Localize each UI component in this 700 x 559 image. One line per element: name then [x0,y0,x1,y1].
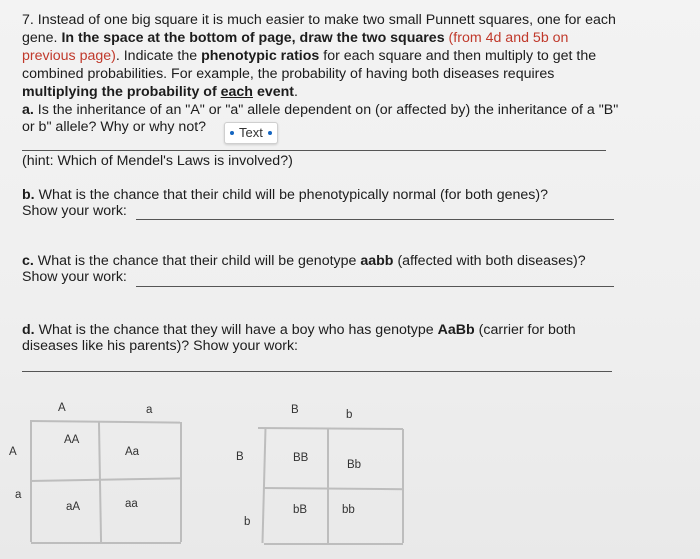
col-header-a: a [146,404,153,416]
grid-bottom-line [31,542,181,544]
row-header-b: b [244,516,251,528]
answer-line-a[interactable] [22,150,606,151]
grid-center-line [98,421,102,542]
right-handle-icon[interactable] [268,131,272,135]
col-header-B: B [291,404,299,416]
question-d-line1: d. What is the chance that they will have a boy who has genotype AaBb (carrier for both [22,322,576,338]
question-b-line2: Show your work: [22,203,127,219]
q7-line2: gene. In the space at the bottom of page, draw the two squares (from 4d and 5b on [22,30,569,46]
cell-BB: BB [293,452,309,464]
q7-line3: previous page). Indicate the phenotypic ratios for each square and then multiply to get the [22,48,597,64]
q7-number: 7. [22,12,34,28]
question-d-line2: diseases like his parents)? Show your work: [22,338,298,354]
grid-bottom-line [264,543,403,545]
left-handle-icon[interactable] [230,131,234,135]
grid-right-line [402,429,404,543]
row-header-a: a [15,489,22,501]
row-header-B: B [236,451,244,463]
question-c-line1: c. What is the chance that their child will be genotype aabb (affected with both diseases)? [22,253,586,269]
q7-line5: multiplying the probability of each event. [22,84,298,100]
hint-text: (hint: Which of Mendel's Laws is involved?) [22,153,293,169]
question-a-line1: a. Is the inheritance of an "A" or "a" allele dependent on (or affected by) the inheritance of a "B" [22,102,619,118]
question-c-line2: Show your work: [22,269,127,285]
answer-line-d[interactable] [22,371,612,372]
cell-Bb: Bb [347,459,362,471]
row-header-A: A [9,446,17,458]
answer-line-c[interactable] [136,286,614,287]
cell-bb: bb [342,504,355,516]
cell-aa: aa [125,498,138,510]
grid-middle-line [30,477,182,481]
cell-bB: bB [293,504,308,516]
grid-right-line [180,422,182,542]
text-tool-badge[interactable]: Text [224,122,278,144]
cell-Aa: Aa [125,446,140,458]
cell-aA: aA [66,501,81,513]
grid-top-line [30,420,180,423]
grid-top-line [258,427,403,430]
question-b-line1: b. What is the chance that their child will be phenotypically normal (for both genes)? [22,187,549,203]
question-a-line2: or b" allele? Why or why not? [22,119,207,135]
q7-line1: 7. Instead of one big square it is much easier to make two small Punnett squares, one for each [22,12,616,28]
q7-line4: combined probabilities. For example, the probability of having both diseases requires [22,66,555,82]
cell-AA: AA [64,434,80,446]
col-header-b: b [346,409,353,421]
answer-line-b[interactable] [136,219,614,220]
grid-left-line [261,428,266,543]
grid-left-line [30,420,32,542]
grid-center-line [327,428,329,543]
col-header-A: A [58,402,66,414]
grid-middle-line [263,487,404,490]
